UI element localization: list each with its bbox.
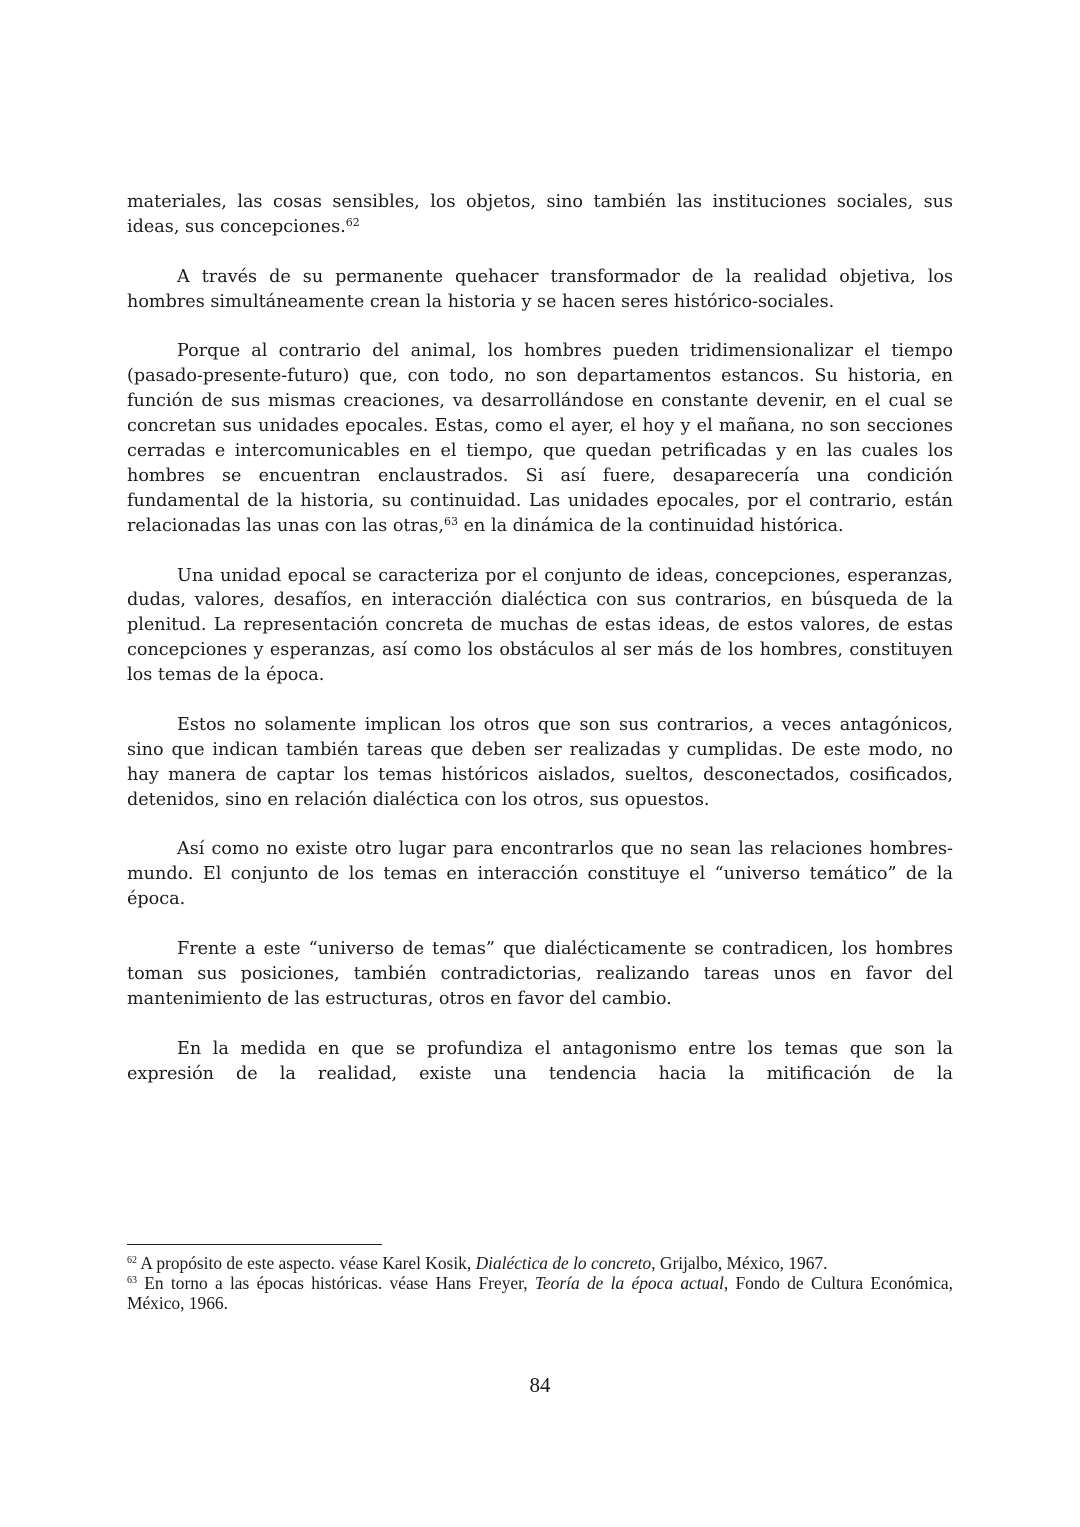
paragraph-text: A través de su permanente quehacer transformador de la realidad objetiva, los hombres simultáneamente crean la historia y se hacen seres histórico-sociales. xyxy=(127,266,953,312)
footnote-ref-63[interactable]: 63 xyxy=(444,514,459,528)
page-number: 84 xyxy=(529,1373,551,1397)
paragraph xyxy=(127,937,953,1012)
footnote-ref-62[interactable]: 62 xyxy=(345,215,360,229)
footnote-book-title: Teoría de la época actual xyxy=(534,1273,724,1293)
paragraph xyxy=(127,837,953,912)
footnote-number: 63 xyxy=(127,1275,137,1286)
paragraph xyxy=(127,339,953,538)
footnote-63 xyxy=(127,1273,953,1313)
paragraph xyxy=(127,713,953,813)
footnotes xyxy=(127,1253,953,1313)
paragraph xyxy=(127,1037,953,1087)
paragraph-text: Estos no solamente implican los otros que son sus contrarios, a veces antagónicos, sino que indican también tareas que deben ser realizadas y cumplidas. De este modo, no hay manera de captar los temas históricos aislados, sueltos, desconectados, cosificados, detenidos, sino en relación dialéctica con los otros, sus opuestos. xyxy=(127,714,953,810)
footnote-text: , Grijalbo, México, 1967. xyxy=(651,1253,828,1273)
body-text xyxy=(127,190,953,1111)
footnote-text: En torno a las épocas históricas. véase Hans Freyer, xyxy=(137,1273,535,1293)
footnote-text: A propósito de este aspecto. véase Karel Kosik, xyxy=(137,1253,476,1273)
paragraph xyxy=(127,564,953,689)
footnote-62 xyxy=(127,1253,953,1273)
paragraph-continuation xyxy=(127,190,953,240)
footnote-text: , Fondo de Cultura Económica, México, 1966. xyxy=(127,1273,953,1313)
paragraph-text: Frente a este “universo de temas” que dialécticamente se contradicen, los hombres toman sus posiciones, también contradictorias, realizando tareas unos en favor del mantenimiento de las estructuras, otros en favor del cambio. xyxy=(127,939,953,1009)
paragraph-text: Porque al contrario del animal, los hombres pueden tridimensionalizar el tiempo (pasado-presente-futuro) que, con todo, no son departamentos estancos. Su historia, en función de sus mismas creaciones, va desarrollándose en constante devenir, en el cual se concretan sus unidades epocales. Estas, como el ayer, el hoy y el mañana, no son secciones cerradas e intercomunicables en el tiempo, que quedan petrificadas y en las cuales los hombres se encuentran enclaustrados. Si así fuere, desaparecería una condición fundamental de la historia, su continuidad. Las unidades epocales, por el contrario, están relacionadas las unas con las otras, xyxy=(127,341,953,536)
footnote-book-title: Dialéctica de lo concreto xyxy=(475,1253,652,1273)
paragraph-text: Así como no existe otro lugar para encontrarlos que no sean las relaciones hombres-mundo. El conjunto de los temas en interacción constituye el “universo temático” de la época. xyxy=(127,839,953,910)
footnote-number: 62 xyxy=(127,1255,137,1266)
paragraph-text: Una unidad epocal se caracteriza por el conjunto de ideas, concepciones, esperanzas, dudas, valores, desafíos, en interacción dialéctica con sus contrarios, en búsqueda de la plenitud. La representación concreta de muchas de estas ideas, de estos valores, de estas concepciones y esperanzas, así como los obstáculos al ser más de los hombres, constituyen los temas de la época. xyxy=(127,565,953,686)
paragraph-text: en la dinámica de la continuidad histórica. xyxy=(458,515,844,536)
paragraph-text: En la medida en que se profundiza el antagonismo entre los temas que son la expresión de la realidad, existe una tendencia hacia la mitificación de la xyxy=(127,1038,953,1084)
paragraph-text: materiales, las cosas sensibles, los objetos, sino también las instituciones sociales, sus ideas, sus concepciones. xyxy=(127,192,953,237)
paragraph xyxy=(127,265,953,315)
footnote-separator xyxy=(127,1244,382,1245)
